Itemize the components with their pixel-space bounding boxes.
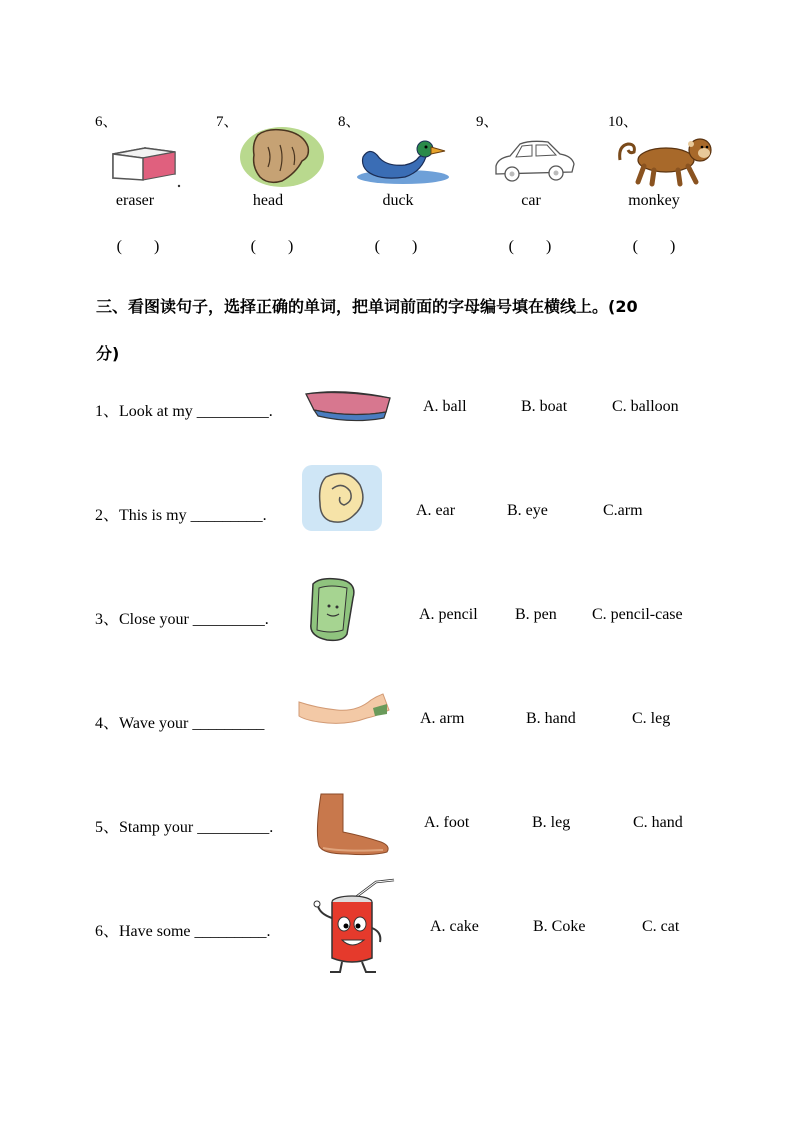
item-number: 6、: [95, 114, 118, 130]
arm-icon: [297, 690, 393, 730]
question-sentence: 1、Look at my _________.: [95, 403, 273, 420]
pencil-case-icon: [303, 574, 361, 644]
item-word: car: [521, 192, 541, 209]
option-a[interactable]: A. ear: [416, 502, 456, 519]
item-number: 10、: [608, 114, 639, 130]
foot-icon: [313, 792, 393, 858]
question-sentence: 2、This is my _________.: [95, 507, 267, 524]
option-b[interactable]: B. hand: [526, 710, 576, 727]
answer-blank[interactable]: ( ): [250, 238, 294, 255]
option-a[interactable]: A. arm: [420, 710, 465, 727]
option-a[interactable]: A. pencil: [419, 606, 478, 623]
option-c[interactable]: C. hand: [633, 814, 683, 831]
item-word: head: [252, 192, 284, 209]
coke-can-icon: [306, 878, 398, 976]
item-word: monkey: [628, 192, 680, 209]
option-c[interactable]: C. cat: [642, 918, 680, 935]
answer-blank[interactable]: ( ): [116, 238, 160, 255]
section-title-line1: 三、看图读句子，选择正确的单词，把单词前面的字母编号填在横线上。(20: [96, 297, 638, 316]
question-sentence: 4、Wave your _________: [95, 715, 265, 732]
option-b[interactable]: B. boat: [521, 398, 568, 415]
ear-icon: [300, 463, 384, 533]
answer-blank[interactable]: ( ): [374, 238, 418, 255]
monkey-icon: [614, 130, 732, 188]
boat-icon: [302, 378, 394, 430]
section-title: [96, 283, 716, 377]
option-b[interactable]: B. Coke: [533, 918, 586, 935]
section-title-line2: 分): [96, 344, 120, 363]
question-sentence: 3、Close your _________.: [95, 611, 269, 628]
option-a[interactable]: A. cake: [430, 918, 479, 935]
option-b[interactable]: B. eye: [507, 502, 548, 519]
item-number: 8、: [338, 114, 361, 130]
option-c[interactable]: C. leg: [632, 710, 671, 727]
option-c[interactable]: C. balloon: [612, 398, 679, 415]
option-b[interactable]: B. pen: [515, 606, 557, 623]
item-number: 9、: [476, 114, 499, 130]
car-icon: [490, 136, 578, 184]
option-a[interactable]: A. ball: [423, 398, 467, 415]
item-word: duck: [382, 192, 414, 209]
answer-blank[interactable]: ( ): [508, 238, 552, 255]
option-b[interactable]: B. leg: [532, 814, 571, 831]
option-a[interactable]: A. foot: [424, 814, 470, 831]
duck-icon: [355, 137, 453, 187]
eraser-icon: [105, 140, 185, 190]
question-sentence: 5、Stamp your _________.: [95, 819, 274, 836]
item-word: eraser: [115, 192, 155, 209]
item-number: 7、: [216, 114, 239, 130]
answer-blank[interactable]: ( ): [632, 238, 676, 255]
option-c[interactable]: C.arm: [603, 502, 643, 519]
question-sentence: 6、Have some _________.: [95, 923, 271, 940]
option-c[interactable]: C. pencil-case: [592, 606, 683, 623]
hand-icon: [238, 127, 324, 187]
